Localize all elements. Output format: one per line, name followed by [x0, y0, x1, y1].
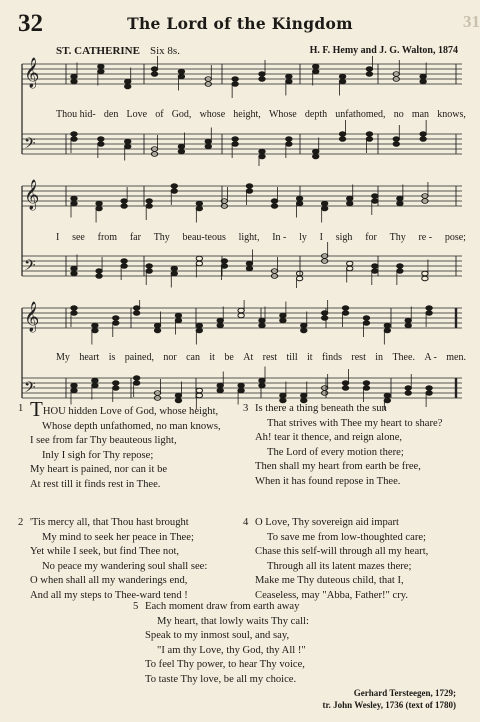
notehead — [426, 311, 432, 316]
notehead — [280, 318, 286, 323]
notehead — [271, 199, 277, 204]
notehead — [321, 206, 327, 211]
notehead — [286, 142, 292, 147]
notehead — [175, 318, 181, 323]
notehead — [196, 201, 202, 206]
notehead — [71, 196, 77, 201]
notehead — [205, 139, 211, 144]
notehead — [71, 383, 77, 388]
lyric-syllable: whose — [199, 109, 226, 120]
notehead — [146, 264, 152, 269]
notehead — [238, 313, 244, 318]
notehead — [342, 386, 348, 391]
notehead — [133, 306, 139, 311]
notehead — [71, 271, 77, 276]
notehead — [313, 149, 319, 154]
lyric-line-3 — [56, 352, 466, 363]
notehead — [420, 137, 426, 142]
lyric-syllable: be — [224, 352, 234, 363]
lyric-syllable: unfathomed, — [335, 109, 386, 120]
notehead — [393, 142, 399, 147]
notehead — [405, 323, 411, 328]
notehead — [71, 79, 77, 84]
verse-number: 3 — [243, 403, 249, 414]
verse-line-text: 'Tis mercy all, that Thou hast brought — [30, 517, 189, 528]
translator-attribution: tr. John Wesley, 1736 (text of 1780) — [322, 700, 456, 710]
notehead — [259, 149, 265, 154]
bass-clef: 𝄢 — [24, 379, 36, 400]
lyric-syllable: height, — [233, 109, 261, 120]
verse-line — [243, 516, 473, 531]
verse-line: Make me Thy duteous child, that I, — [255, 575, 404, 587]
lyric-syllable: re - — [418, 232, 433, 243]
notehead — [347, 201, 353, 206]
notehead — [217, 318, 223, 323]
notehead — [246, 189, 252, 194]
lyric-syllable: Thy — [153, 232, 170, 243]
notehead — [71, 388, 77, 393]
lyric-syllable: rest — [262, 352, 278, 363]
notehead — [178, 144, 184, 149]
notehead — [363, 386, 369, 391]
lyric-syllable: pose; — [444, 232, 466, 243]
lyric-syllable: can — [186, 352, 200, 363]
notehead — [384, 328, 390, 333]
notehead — [363, 316, 369, 321]
notehead — [196, 323, 202, 328]
notehead — [271, 204, 277, 209]
notehead — [259, 323, 265, 328]
notehead — [71, 132, 77, 137]
notehead — [196, 328, 202, 333]
lyric-syllable: knows, — [437, 109, 466, 120]
notehead — [146, 204, 152, 209]
lyric-syllable: it — [307, 352, 313, 363]
lyric-syllable: ly — [299, 232, 307, 243]
lyric-syllable: from — [97, 232, 118, 243]
notehead — [196, 388, 202, 393]
verse-line: Speak to my inmost soul, and say, — [145, 630, 290, 642]
notehead — [171, 184, 177, 189]
verse-line: Ceaseless, may "Abba, Father!" cry. — [255, 589, 408, 601]
notehead — [321, 316, 327, 321]
notehead — [259, 378, 265, 383]
treble-clef: 𝄞 — [24, 58, 40, 88]
notehead — [238, 383, 244, 388]
notehead — [217, 383, 223, 388]
composer: H. F. Hemy and J. G. Walton, 1874 — [309, 45, 458, 56]
notehead — [154, 323, 160, 328]
notehead — [146, 199, 152, 204]
lyric-syllable: pained, — [124, 352, 154, 363]
notehead — [280, 313, 286, 318]
lyric-syllable: At — [243, 352, 254, 363]
verse-line-text: Is there a thing beneath the sun — [255, 403, 387, 414]
notehead — [366, 72, 372, 77]
notehead — [154, 328, 160, 333]
verse-4 — [243, 516, 473, 604]
lyric-syllable: no — [393, 109, 404, 120]
notehead — [98, 69, 104, 74]
notehead — [363, 321, 369, 326]
notehead — [125, 79, 131, 84]
notehead — [96, 269, 102, 274]
notehead — [280, 393, 286, 398]
notehead — [196, 261, 202, 266]
notehead — [246, 184, 252, 189]
notehead — [232, 77, 238, 82]
notehead — [301, 323, 307, 328]
lyric-syllable: see — [72, 232, 85, 243]
notehead — [422, 271, 428, 276]
notehead — [405, 386, 411, 391]
lyric-syllable: men. — [446, 352, 466, 363]
hymn-title: The Lord of the Kingdom — [127, 14, 353, 33]
notehead — [121, 259, 127, 264]
notehead — [178, 69, 184, 74]
notehead — [426, 391, 432, 396]
verse-2 — [18, 516, 240, 604]
notehead — [286, 79, 292, 84]
notehead — [232, 82, 238, 87]
lyric-syllable: of — [155, 109, 164, 120]
verse-line: At rest till it finds rest in Thee. — [30, 478, 161, 490]
notehead — [113, 316, 119, 321]
author-attribution: Gerhard Tersteegen, 1729; — [353, 688, 456, 698]
notehead — [384, 323, 390, 328]
verse-line: The Lord of every motion there; — [267, 446, 404, 458]
verse-line — [133, 600, 385, 615]
notehead — [372, 199, 378, 204]
notehead — [71, 74, 77, 79]
notehead — [405, 318, 411, 323]
notehead — [125, 139, 131, 144]
lyric-syllable: light, — [238, 232, 260, 243]
notehead — [313, 154, 319, 159]
verse-line — [18, 516, 240, 531]
notehead — [221, 259, 227, 264]
notehead — [178, 149, 184, 154]
notehead — [171, 189, 177, 194]
notehead — [121, 264, 127, 269]
notehead — [372, 269, 378, 274]
verse-line: O when shall all my wanderings end, — [30, 575, 188, 587]
lyric-syllable: far — [129, 232, 141, 243]
lyric-syllable: for — [365, 232, 377, 243]
lyric-syllable: My — [56, 352, 70, 363]
notehead — [420, 79, 426, 84]
drop-cap: T — [30, 397, 43, 421]
notehead — [259, 318, 265, 323]
notehead — [178, 74, 184, 79]
notehead — [96, 274, 102, 279]
notehead — [296, 201, 302, 206]
notehead — [342, 381, 348, 386]
lyric-syllable: In - — [272, 232, 287, 243]
verse-line: Whose depth unfathomed, no man knows, — [42, 420, 221, 432]
verse-line — [243, 402, 473, 417]
notehead — [196, 256, 202, 261]
notehead — [397, 264, 403, 269]
notehead — [125, 144, 131, 149]
notehead — [259, 77, 265, 82]
notehead — [339, 74, 345, 79]
notehead — [196, 393, 202, 398]
page-number: 32 — [18, 10, 43, 37]
lyric-syllable: it — [209, 352, 215, 363]
lyric-line-2 — [56, 232, 466, 243]
notehead — [121, 204, 127, 209]
verse-line: When it has found repose in Thee. — [255, 475, 401, 487]
verse-number: 2 — [18, 517, 24, 528]
notehead — [71, 266, 77, 271]
verse-line: "I am thy Love, thy God, thy All !" — [157, 644, 306, 656]
verse-line: And all my steps to Thee-ward tend ! — [30, 589, 188, 601]
notehead — [133, 381, 139, 386]
verse-3 — [243, 402, 473, 490]
verse-number: 5 — [133, 601, 139, 612]
lyric-syllable: Whose — [268, 109, 297, 120]
notehead — [71, 201, 77, 206]
notehead — [113, 386, 119, 391]
verse-line: My mind to seek her peace in Thee; — [42, 531, 194, 543]
notehead — [397, 196, 403, 201]
notehead — [259, 72, 265, 77]
verse-line: No peace my wandering soul shall see: — [42, 560, 208, 572]
verse-line: To save me from low-thoughted care; — [267, 531, 426, 543]
lyric-syllable: finds — [322, 352, 342, 363]
lyric-syllable: A - — [424, 352, 437, 363]
notehead — [405, 391, 411, 396]
verse-line: To taste Thy love, be all my choice. — [145, 673, 297, 685]
notehead — [246, 261, 252, 266]
verse-line — [18, 397, 240, 421]
verse-line: Through all its latent mazes there; — [267, 560, 412, 572]
notehead — [232, 137, 238, 142]
notehead — [96, 206, 102, 211]
notehead — [296, 276, 302, 281]
notehead — [133, 311, 139, 316]
notehead — [321, 201, 327, 206]
verse-line: That strives with Thee my heart to share? — [267, 417, 443, 429]
verse-line: Chase this self-will through all my heart, — [255, 546, 429, 558]
notehead — [339, 137, 345, 142]
notehead — [113, 321, 119, 326]
lyric-syllable: Thee. — [392, 352, 415, 363]
notehead — [313, 69, 319, 74]
verse-line: My heart, that lowly waits Thy call: — [157, 615, 309, 627]
meter: Six 8s. — [150, 45, 180, 57]
verse-line: My heart is pained, nor can it be — [30, 464, 168, 476]
lyric-syllable: den — [103, 109, 119, 120]
notehead — [151, 67, 157, 72]
lyric-syllable: God, — [171, 109, 192, 120]
notehead — [372, 194, 378, 199]
notehead — [426, 386, 432, 391]
lyric-syllable: I — [319, 232, 324, 243]
notehead — [342, 306, 348, 311]
notehead — [393, 137, 399, 142]
verse-line: Then shall my heart from earth be free, — [255, 461, 421, 473]
notehead — [217, 388, 223, 393]
notehead — [92, 378, 98, 383]
notehead — [397, 201, 403, 206]
notehead — [321, 311, 327, 316]
notehead — [366, 132, 372, 137]
notehead — [363, 381, 369, 386]
notehead — [125, 84, 131, 89]
notehead — [98, 142, 104, 147]
notehead — [146, 269, 152, 274]
lyric-syllable: is — [108, 352, 116, 363]
notehead — [238, 388, 244, 393]
verse-line: Ah! tear it thence, and reign alone, — [255, 432, 403, 444]
notehead — [113, 381, 119, 386]
verse-number: 4 — [243, 517, 249, 528]
notehead — [366, 137, 372, 142]
tune-name: ST. CATHERINE — [56, 45, 140, 57]
notehead — [175, 313, 181, 318]
notehead — [347, 266, 353, 271]
notehead — [384, 393, 390, 398]
lyric-syllable: nor — [163, 352, 177, 363]
notehead — [151, 72, 157, 77]
lyric-syllable: Love — [126, 109, 148, 120]
verse-line-text: Each moment draw from earth away — [145, 601, 300, 612]
bass-clef: 𝄢 — [24, 135, 36, 156]
notehead — [232, 142, 238, 147]
verse-1 — [18, 397, 240, 493]
notehead — [92, 383, 98, 388]
notehead — [71, 306, 77, 311]
notehead — [339, 79, 345, 84]
lyric-syllable: Thy — [389, 232, 406, 243]
lyric-syllable: Thou hid- — [56, 109, 96, 120]
notehead — [246, 266, 252, 271]
notehead — [238, 308, 244, 313]
notehead — [71, 137, 77, 142]
notehead — [366, 67, 372, 72]
verse-line: Inly I sigh for Thy repose; — [42, 449, 154, 461]
notehead — [420, 132, 426, 137]
notehead — [339, 132, 345, 137]
notehead — [171, 266, 177, 271]
notehead — [96, 201, 102, 206]
verse-line-text: HOU hidden Love of God, whose height, — [42, 406, 219, 417]
notehead — [286, 137, 292, 142]
notehead — [347, 261, 353, 266]
notehead — [296, 196, 302, 201]
notehead — [121, 199, 127, 204]
notehead — [313, 64, 319, 69]
notehead — [347, 196, 353, 201]
notehead — [171, 271, 177, 276]
lyric-syllable: till — [286, 352, 298, 363]
lyric-syllable: heart — [79, 352, 100, 363]
notehead — [420, 74, 426, 79]
notehead — [342, 311, 348, 316]
lyric-syllable: in — [375, 352, 384, 363]
notehead — [71, 311, 77, 316]
notehead — [98, 137, 104, 142]
verse-line: To feel Thy power, to hear Thy voice, — [145, 659, 305, 671]
notehead — [92, 323, 98, 328]
lyric-line-1 — [56, 109, 466, 120]
treble-clef: 𝄞 — [24, 302, 40, 332]
notehead — [286, 74, 292, 79]
lyric-syllable: I — [56, 232, 60, 243]
verse-line-text: O Love, Thy sovereign aid impart — [255, 517, 399, 528]
bass-clef: 𝄢 — [24, 257, 36, 278]
verse-5 — [133, 600, 385, 688]
lyric-syllable: rest — [351, 352, 366, 363]
notehead — [301, 393, 307, 398]
lyric-syllable: beau-teous — [182, 232, 226, 243]
notehead — [372, 264, 378, 269]
notehead — [426, 306, 432, 311]
notehead — [133, 376, 139, 381]
verse-line: Yet while I seek, but find Thee not, — [30, 546, 180, 558]
verse-number: 1 — [18, 403, 24, 414]
lyric-syllable: man — [411, 109, 430, 120]
verse-line: I see from far Thy beauteous light, — [30, 435, 177, 447]
corner-page-number: 31 — [463, 12, 480, 31]
notehead — [422, 276, 428, 281]
notehead — [175, 393, 181, 398]
treble-clef: 𝄞 — [24, 180, 40, 210]
lyric-syllable: sigh — [335, 232, 353, 243]
notehead — [221, 264, 227, 269]
notehead — [301, 328, 307, 333]
lyric-syllable: depth — [304, 109, 328, 120]
notehead — [259, 154, 265, 159]
notehead — [397, 269, 403, 274]
notehead — [196, 206, 202, 211]
notehead — [92, 328, 98, 333]
notehead — [205, 144, 211, 149]
notehead — [98, 64, 104, 69]
notehead — [259, 383, 265, 388]
notehead — [217, 323, 223, 328]
